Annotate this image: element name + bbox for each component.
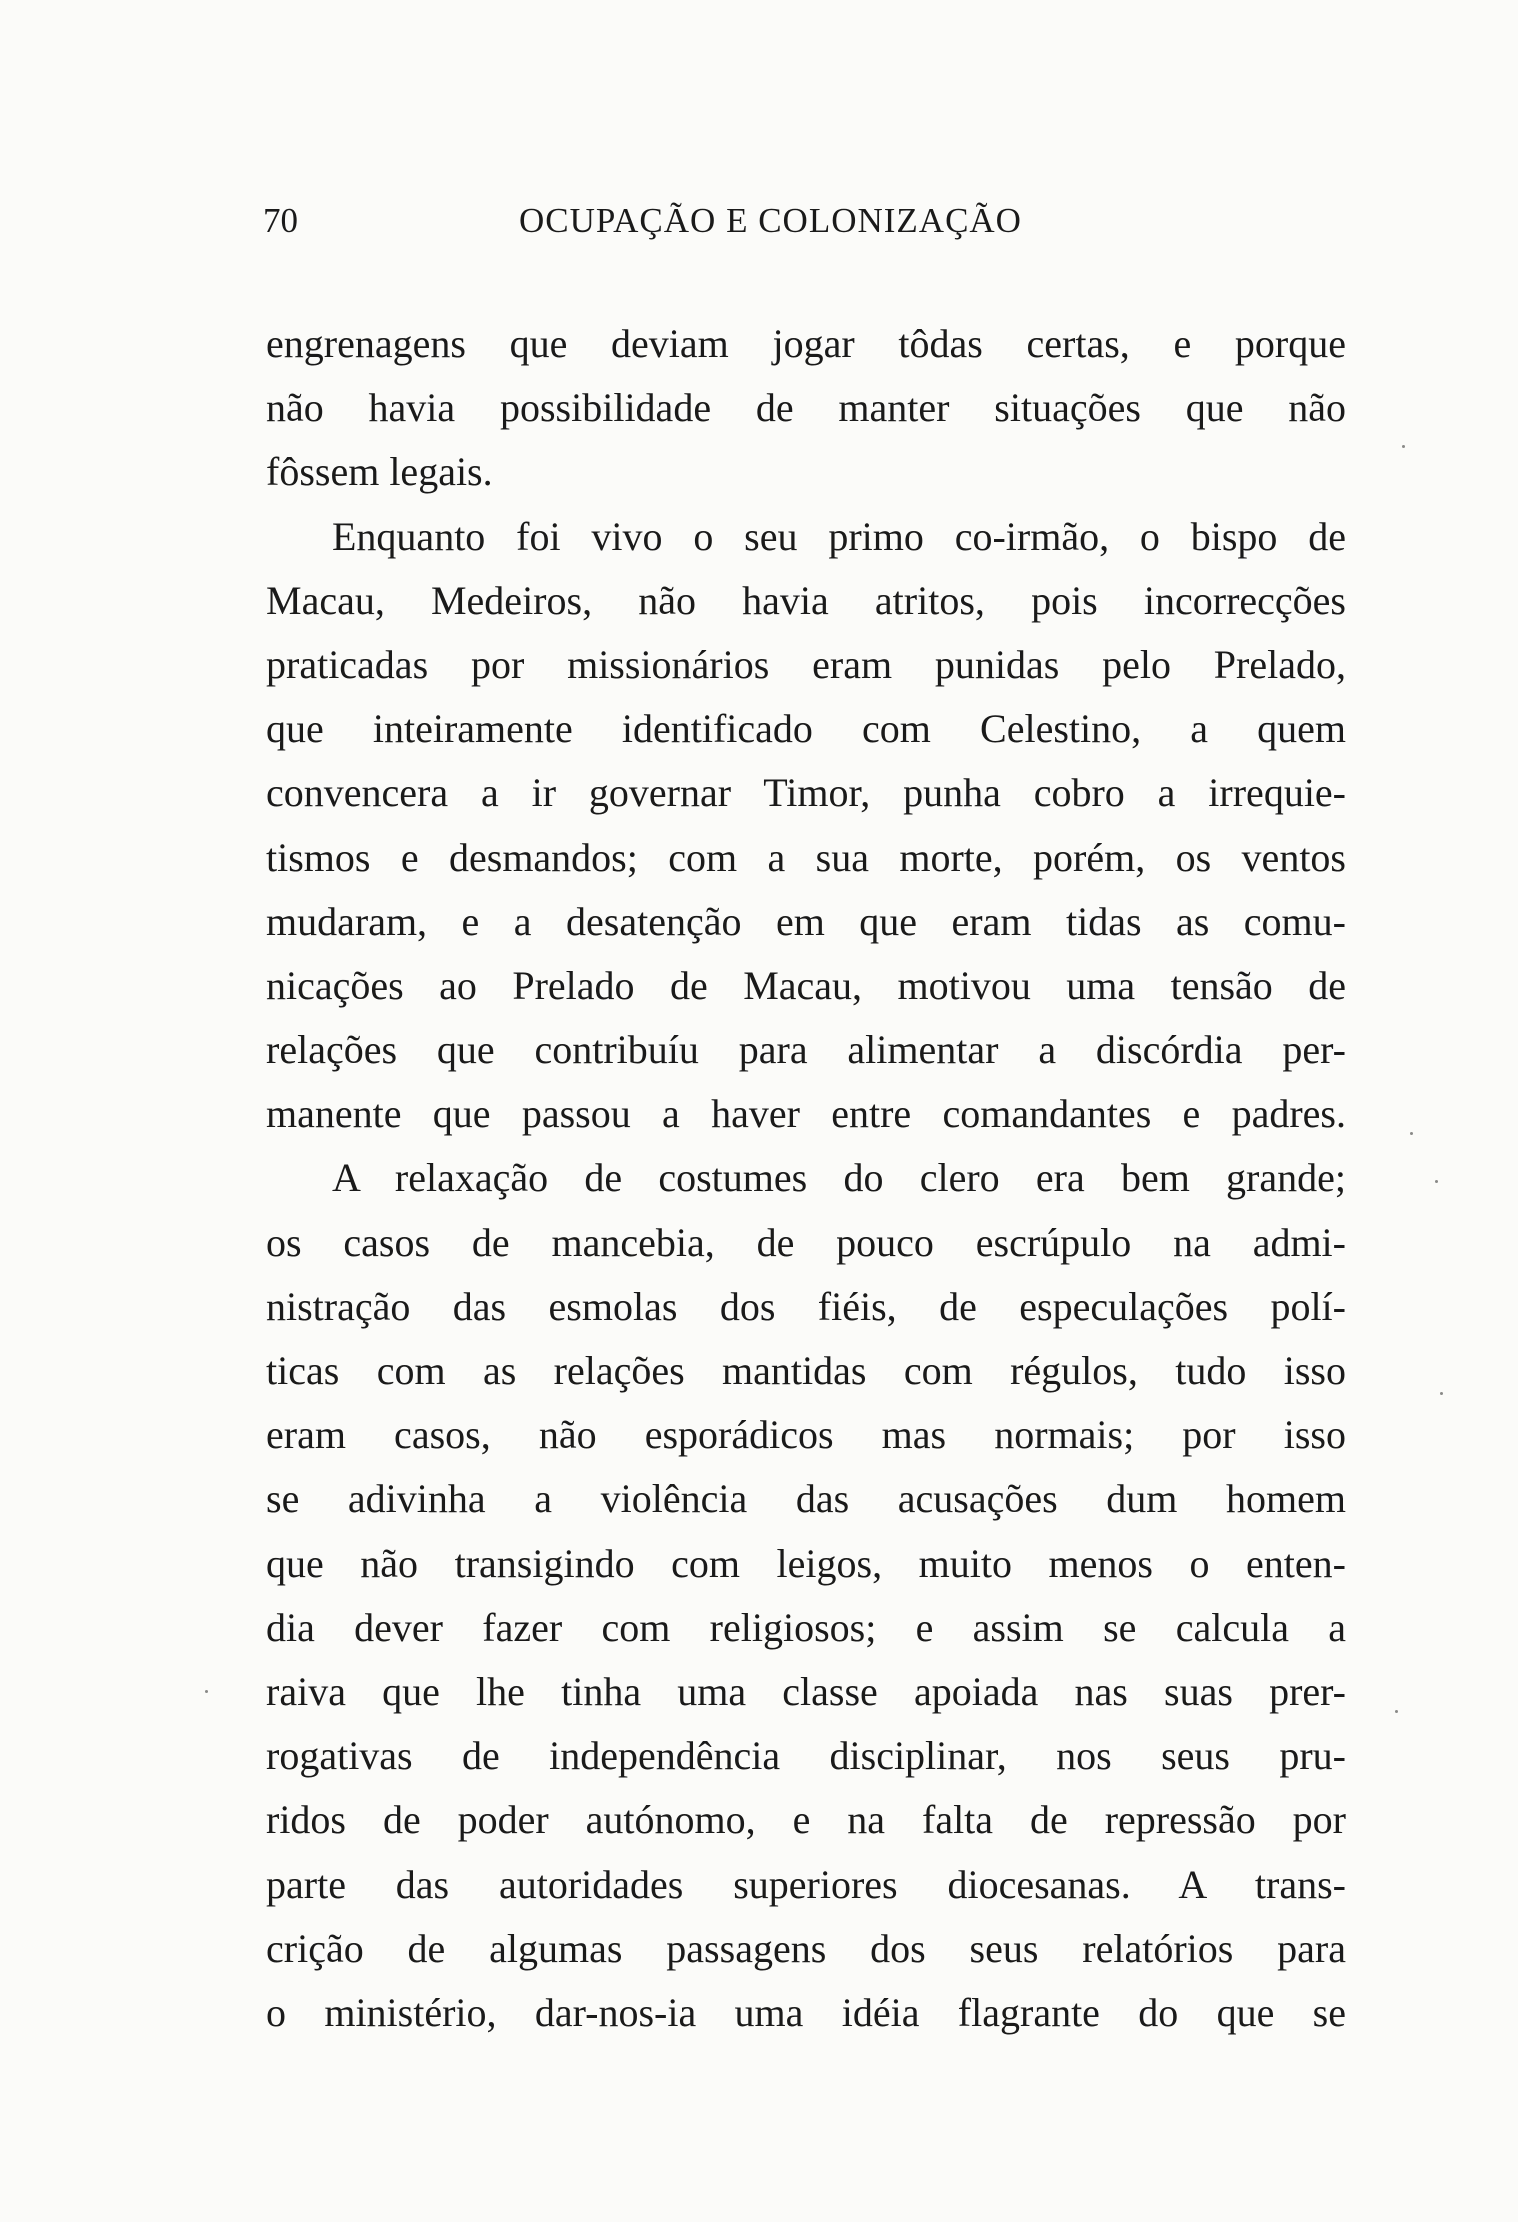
- text-line: se adivinha a violência das acusações dum homem: [266, 1476, 1346, 1522]
- paper-speck: [1410, 1132, 1413, 1135]
- running-head: [263, 196, 1353, 246]
- paper-speck: [1402, 445, 1405, 448]
- text-line: fôssem legais.: [266, 449, 493, 495]
- text-line: A relaxação de costumes do clero era bem grande;: [332, 1155, 1346, 1201]
- text-line: tismos e desmandos; com a sua morte, porém, os ventos: [266, 834, 1346, 880]
- text-line: crição de algumas passagens dos seus relatórios para: [266, 1925, 1346, 1971]
- text-line: nicações ao Prelado de Macau, motivou uma tensão de: [266, 962, 1346, 1008]
- running-title: OCUPAÇÃO E COLONIZAÇÃO: [519, 201, 1022, 240]
- text-line: Enquanto foi vivo o seu primo co-irmão, o bispo de: [332, 513, 1346, 559]
- text-line: que não transigindo com leigos, muito menos o enten-: [266, 1540, 1346, 1586]
- paper-speck: [1440, 1392, 1443, 1395]
- text-line: dia dever fazer com religiosos; e assim se calcula a: [266, 1604, 1346, 1650]
- body-text: [266, 312, 1346, 2045]
- text-line: engrenagens que deviam jogar tôdas certas, e porque: [266, 321, 1346, 366]
- text-line: os casos de mancebia, de pouco escrúpulo na admi-: [266, 1219, 1346, 1265]
- text-line: convencera a ir governar Timor, punha cobro a irrequie-: [266, 770, 1346, 816]
- paper-speck: [205, 1690, 208, 1693]
- text-line: não havia possibilidade de manter situações que não: [266, 385, 1346, 431]
- text-line: nistração das esmolas dos fiéis, de especulações polí-: [266, 1283, 1346, 1329]
- text-line: raiva que lhe tinha uma classe apoiada nas suas prer-: [266, 1668, 1346, 1714]
- text-line: o ministério, dar-nos-ia uma idéia flagrante do que se: [266, 1989, 1346, 2035]
- text-line: parte das autoridades superiores diocesanas. A trans-: [266, 1861, 1346, 1907]
- text-line: Macau, Medeiros, não havia atritos, pois incorrecções: [266, 577, 1346, 623]
- text-line: manente que passou a haver entre comandantes e padres.: [266, 1091, 1346, 1137]
- page-number: 70: [263, 201, 298, 240]
- text-line: rogativas de independência disciplinar, nos seus pru-: [266, 1733, 1346, 1779]
- text-line: que inteiramente identificado com Celestino, a quem: [266, 706, 1346, 752]
- text-line: eram casos, não esporádicos mas normais; por isso: [266, 1412, 1346, 1458]
- text-line: ticas com as relações mantidas com régulos, tudo isso: [266, 1348, 1346, 1393]
- paper-speck: [1435, 1180, 1438, 1183]
- text-line: ridos de poder autónomo, e na falta de repressão por: [266, 1797, 1346, 1843]
- text-line: mudaram, e a desatenção em que eram tidas as comu-: [266, 898, 1346, 944]
- paper-speck: [1395, 1710, 1398, 1713]
- text-line: praticadas por missionários eram punidas pelo Prelado,: [266, 641, 1346, 687]
- text-line: relações que contribuíu para alimentar a discórdia per-: [266, 1027, 1346, 1073]
